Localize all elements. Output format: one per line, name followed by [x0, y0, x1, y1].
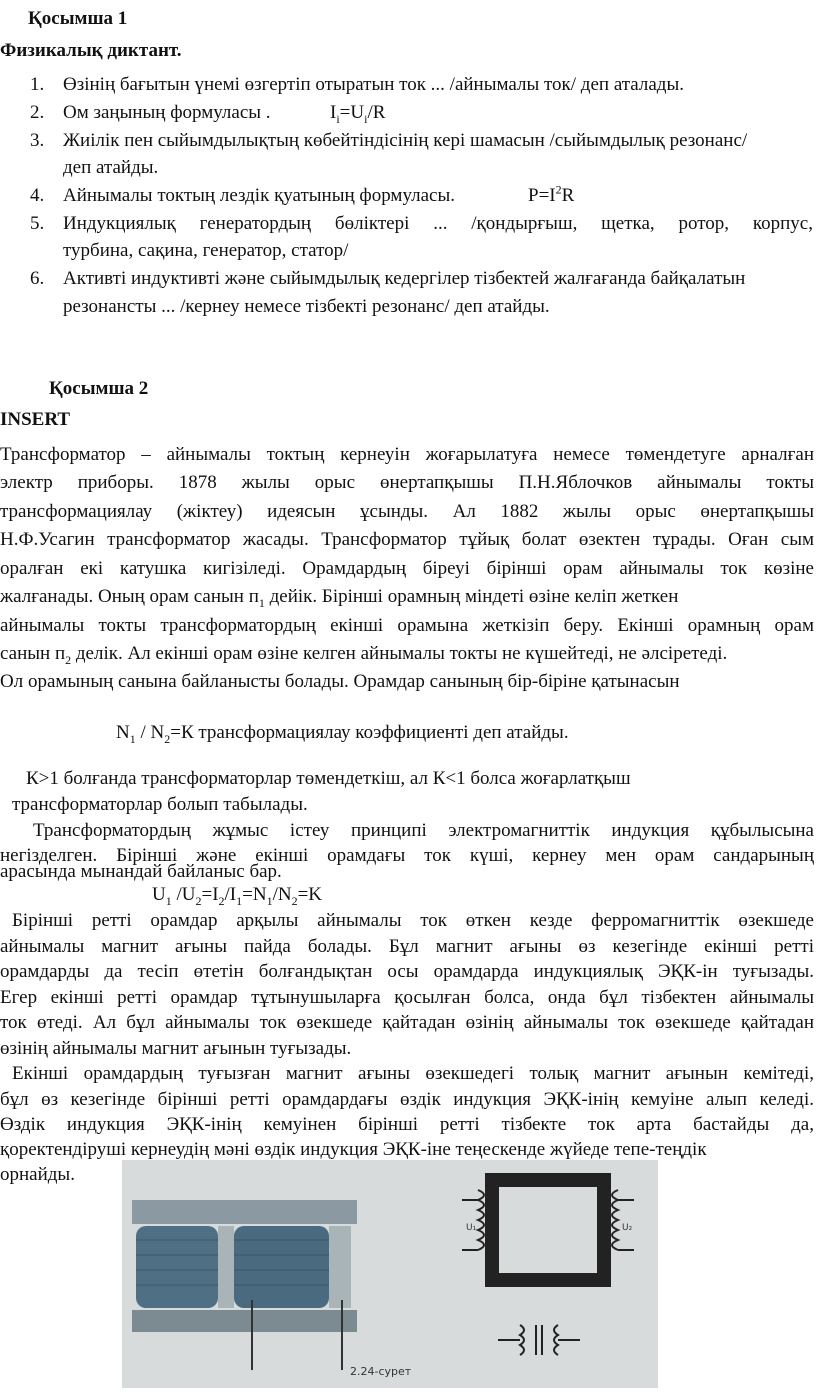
insert-heading: INSERT	[0, 409, 71, 430]
figure-caption: 2.24-сурет	[350, 1365, 412, 1378]
appendix-1-title: Қосымша 1	[28, 8, 128, 29]
formula-transformation-coefficient: $N_1 / N_2=К$ трансформациялау коэффициенті деп атайды.	[116, 722, 569, 746]
document-page: Қосымша 1 Физикалық диктант. 1. Өзінің бағытын үнемі өзгертіп отыратын ток ... /айнымалы ток/ деп аталады. 2. Ом заңының формуласы . $I_i=U_i/R$ 3. Жиілік пен сыйымдылықтың көбейтіндісінің кері шамасын /сыйымдылық резонанс/ деп атайды. 4. Айнымалы токтың лездік қуатының формуласы. $P=I^2R$ 5. Индукциялық генератордың бөліктері ... /қондырғыш, щетка, ротор, корпус, турбина, сақина, генератор, статор/ 6. Активті индуктивті және сыйымдылық кедергілер тізбектей жалғағанда байқалатын резонансты ... /кернеу немесе тізбекті резонанс/ деп атайды. Қосымша 2 INSERT Трансформатор – айнымалы токтың кернеуін жоғарылатуға немесе төмендетуге арналған электр приборы. 1878 жылы орыс өнертапқышы П.Н.Яблочков айнымалы токты трансформациялау (жіктеу) идеясын ұсынды. Ал 1882 жылы орыс өнертапқышы Н.Ф.Усагин трансформатор жасады. Трансформатор тұйық болат өзектен тұрады. Оған сым оралған екі катушка кигізіледі. Орамдардың біреуі бірінші орам айнымалы ток көзіне жалғанады. Оның орам санын $п_1$ дейік. Бірінші орамның міндеті өзіне келіп жеткен айнымалы токты трансформатордың екінші орамына жеткізіп беру. Екінші орамның орам санын $п_2$ делік. Ал екінші орам өзіне келген айнымалы токты не күшейтеді, не әлсіретеді. Ол орамының санына байланысты болады. Орамдар санының бір-біріне қатынасын $N_1 / N_2=К$ трансформациялау коэффициенті деп атайды. К>1 болғанда трансформаторлар төмендеткіш, ал К<1 болса жоғарлатқыш трансформаторлар болып табылады. Трансформатордың жұмыс істеу принципі электромагниттік индукция құбылысына негізделген. Бірінші және екінші орамдағы ток күші, кернеу мен орам сандарының арасында мынандай байланыс бар. $U_1$ $/U_2=I_2/I_1=N_1/N_2=K$ Бірінші ретті орамдар арқылы айнымалы ток өткен кезде ферромагниттік өзекшеде айнымалы магнит ағыны пайда болады. Бұл магнит ағыны өз кезегінде екінші ретті орамдарды да тесіп өтетін болғандықтан осы орамдарда индукциялық ЭҚК-ін туғызады. Егер екінші ретті орамдар тұтынушыларға қосылған болса, онда бұл тізбектен айнымалы ток өтеді. Ал бұл айнымалы ток өзекшеде қайтадан өзінің айнымалы ток өзекшеде қайтадан өзінің айнымалы магнит ағынын туғызады. Екінші орамдардың туғызған магнит ағыны өзекшедегі толық магнит ағынын кемітеді, бұл өз кезегінде бірінші ретті орамдардағы өздік индукция ЭҚК-інің кемуіне алып келеді. Өздік индукция ЭҚК-інің кемуінен бірінші ретті тізбекте ток арта бастайды да, қоректендіруші кернеудің мәні өздік индукция ЭҚК-іне теңескенде жүйеде тепе-теңдік орнайды. U₁ U₂ 2.24-сурет	[0, 0, 816, 1391]
secondary-voltage-label: U₂	[622, 1223, 633, 1233]
appendix-2-title: Қосымша 2	[49, 378, 149, 399]
dictation-heading: Физикалық диктант.	[0, 40, 182, 61]
transformer-illustration	[122, 1160, 658, 1388]
ohm-formula: $I_i=U_i/R$	[330, 102, 386, 126]
formula-ratio: $U_1$ $/U_2=I_2/I_1=N_1/N_2=K$	[152, 884, 323, 908]
primary-voltage-label: U₁	[466, 1223, 477, 1233]
transformer-photo	[122, 1160, 658, 1388]
power-formula: $P=I^2R$	[528, 182, 575, 206]
